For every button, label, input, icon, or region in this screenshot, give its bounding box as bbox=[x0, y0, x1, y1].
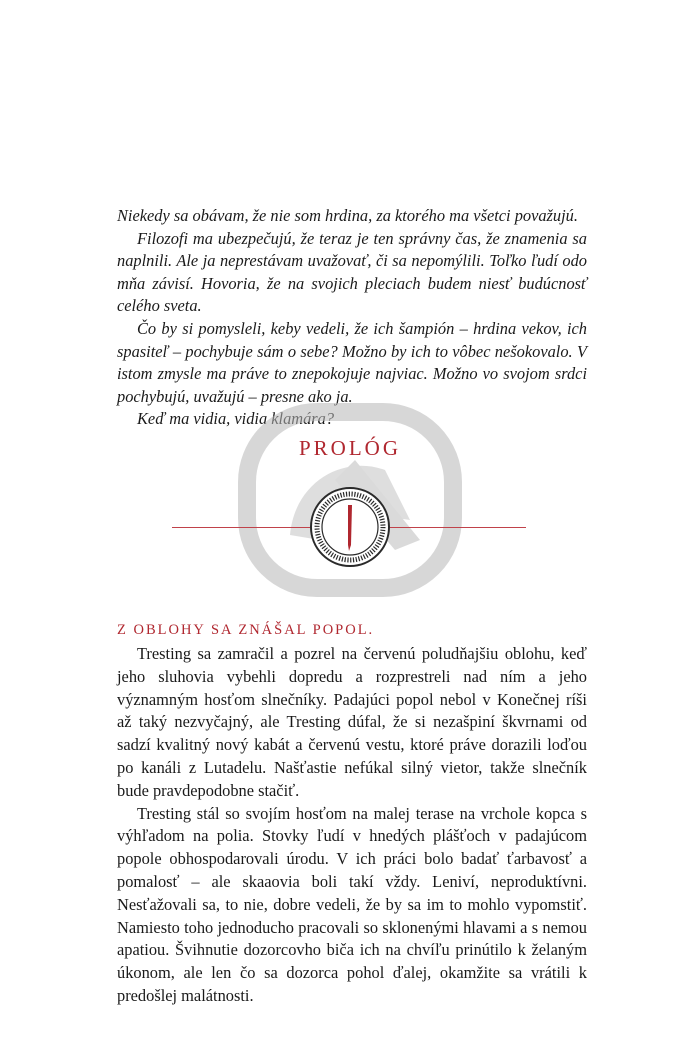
epigraph-paragraph: Čo by si pomysleli, keby vedeli, že ich šampión – hrdina vekov, ich spasiteľ – pochybuje sám o sebe? Možno by ich to vôbec nešokovalo. V istom zmysle ma práve to znepokojuje najviac. Možno vo svojom srdci pochybujú, uvažujú – presne ako ja. bbox=[117, 318, 587, 406]
divider-rule-left bbox=[172, 527, 310, 528]
body-paragraph: Tresting sa zamračil a pozrel na červenú poludňajšiu oblohu, keď jeho sluhovia vybehli dopredu a rozprestreli nad ním a jeho významným hosťom slnečníky. Padajúci popol nebol v Konečnej ríši až taký nezvyčajný, ale Tresting dúfal, že si nezašpiní škvrnami od sadzí kvalitný nový kabát a červenú vestu, ktoré práve dorazili loďou po kanáli z Lutadelu. Našťastie nefúkal silný vietor, takže slnečník bude pravdepodobne stačiť. bbox=[117, 644, 587, 800]
epigraph-paragraph: Keď ma vidia, vidia klamára? bbox=[137, 409, 335, 429]
epigraph bbox=[117, 205, 587, 431]
body-text bbox=[117, 643, 587, 1008]
body-paragraph: Tresting stál so svojím hosťom na malej terase na vrchole kopca s výhľadom na polia. Stovky ľudí v hnedých plášťoch v padajúcom popole obhospodarovali úrodu. V ich práci bolo badať ťarbavosť a pomalosť – ale skaaovia boli takí vždy. Leniví, neproduktívni. Nesťažovali sa, to nie, dobre vedeli, že by sa im to mohlo vypomstiť. Namiesto toho jednoducho pracovali so sklonenými hlavami a s nemou apatiou. Švihnutie dozorcovho biča ich na chvíľu prinútilo k želaným úkonom, ale len čo sa dozorca pohol ďalej, okamžite sa vrátili k predošlej malátnosti. bbox=[117, 803, 587, 1005]
chapter-medallion-icon bbox=[308, 485, 392, 569]
divider-rule-right bbox=[390, 527, 526, 528]
section-heading: Z OBLOHY SA ZNÁŠAL POPOL. bbox=[117, 622, 375, 638]
epigraph-paragraph: Filozofi ma ubezpečujú, že teraz je ten správny čas, že znamenia sa naplnili. Ale ja neprestávam uvažovať, či sa nepomýlili. Toľko ľudí odo mňa závisí. Hovoria, že na svojich pleciach budem niesť budúcnosť celého sveta. bbox=[117, 228, 587, 316]
chapter-title: PROLÓG bbox=[298, 436, 401, 460]
epigraph-paragraph: Niekedy sa obávam, že nie som hrdina, za ktorého ma všetci považujú. bbox=[117, 206, 578, 225]
